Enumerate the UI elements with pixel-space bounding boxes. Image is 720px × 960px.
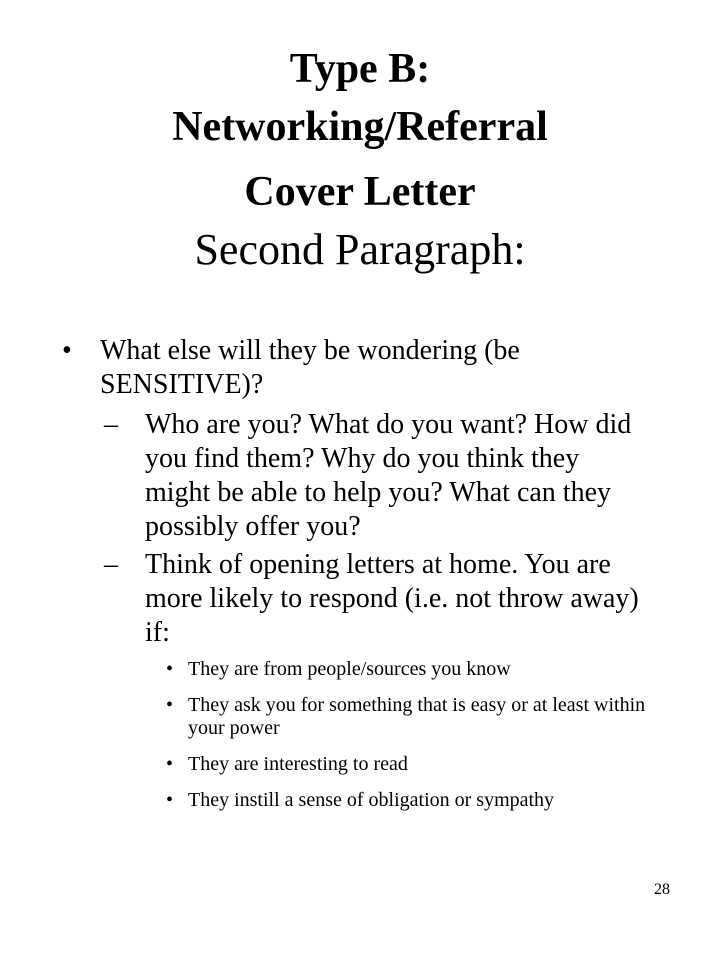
- sub-bullet: [62, 548, 645, 650]
- bullet-dot-icon: •: [166, 658, 174, 680]
- sub-sub-bullet: [62, 789, 648, 812]
- sub-sub-bullet-text: They instill a sense of obligation or sympathy: [188, 789, 555, 811]
- sub-bullet-list: [62, 408, 672, 650]
- sub-sub-bullet-text: They are from people/sources you know: [188, 658, 511, 680]
- sub-bullet: [62, 408, 645, 544]
- bullet-dot-icon: •: [166, 789, 174, 811]
- sub-sub-bullet-list: [62, 658, 672, 812]
- page-number: 28: [654, 881, 670, 898]
- sub-sub-bullet-text: They ask you for something that is easy or at least within your power: [188, 694, 646, 739]
- bullet-content: [62, 334, 672, 825]
- slide-title: [0, 40, 720, 276]
- slide-subtitle: Second Paragraph:: [194, 225, 526, 274]
- bullet-dot-icon: •: [62, 335, 72, 366]
- sub-bullet-text: Who are you? What do you want? How did you find them? Why do you think they might be able to help you? What can they possibly offer you?: [145, 409, 632, 542]
- sub-sub-bullet: [62, 753, 648, 776]
- bullet-level1-text: What else will they be wondering (be SENSITIVE)?: [100, 335, 520, 400]
- title-line-cover-letter: Cover Letter: [244, 169, 476, 215]
- dash-icon: –: [104, 409, 118, 440]
- sub-sub-bullet-text: They are interesting to read: [188, 753, 408, 775]
- bullet-dot-icon: •: [166, 694, 174, 716]
- sub-bullet-text: Think of opening letters at home. You are more likely to respond (i.e. not throw away) if:: [145, 549, 639, 648]
- title-line-type-b: Type B:: [289, 46, 431, 92]
- sub-sub-bullet: [62, 658, 648, 681]
- bullet-level1: [62, 334, 672, 402]
- bullet-dot-icon: •: [166, 753, 174, 775]
- dash-icon: –: [104, 549, 118, 580]
- title-line-networking-referral: Networking/Referral: [172, 104, 548, 150]
- sub-sub-bullet: [62, 694, 648, 740]
